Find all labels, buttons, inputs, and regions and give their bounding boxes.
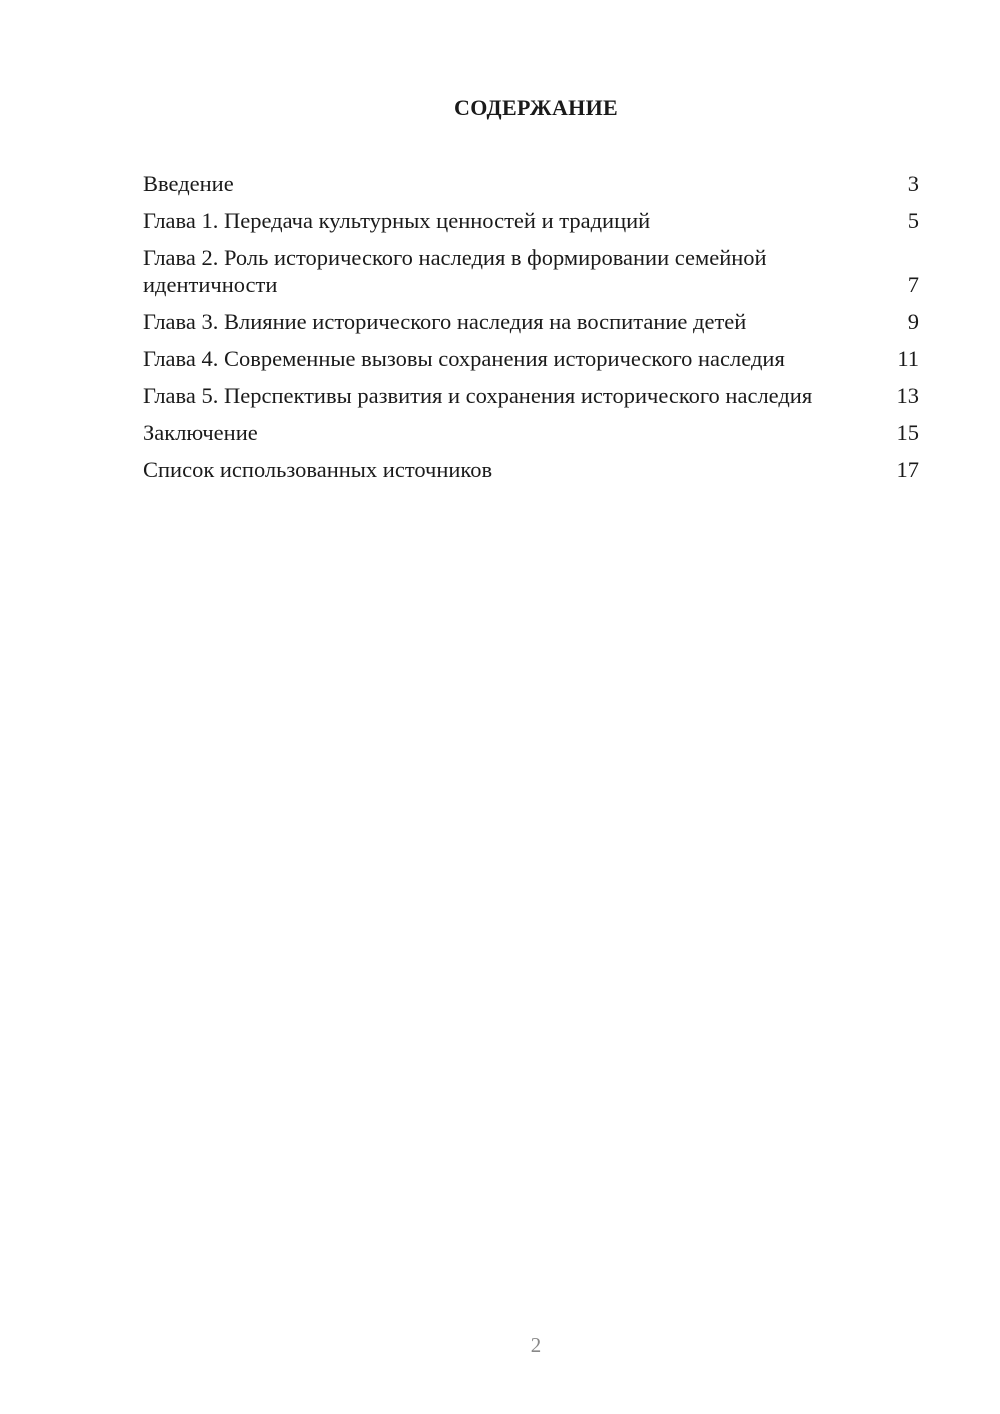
toc-entry-title: Список использованных источников [143,457,493,482]
toc-entry-chapter-4[interactable] [143,345,919,372]
toc-entry-introduction[interactable] [143,170,919,197]
toc-entry-title: Заключение [143,420,258,445]
page-title: СОДЕРЖАНИЕ [454,95,618,120]
toc-entry-references[interactable] [143,456,919,483]
toc-entry-page: 11 [897,346,919,371]
table-of-contents [143,170,919,493]
toc-entry-chapter-2[interactable] [143,244,919,298]
toc-entry-page: 9 [907,309,919,334]
toc-entry-title: Глава 2. Роль исторического наследия в формировании семейной идентичности [143,245,767,297]
toc-entry-title: Глава 3. Влияние исторического наследия на воспитание детей [143,309,747,334]
toc-entry-page: 7 [907,272,919,297]
page-number: 2 [530,1333,542,1357]
toc-entry-chapter-5[interactable] [143,382,919,409]
toc-entry-chapter-1[interactable] [143,207,919,234]
toc-entry-chapter-3[interactable] [143,308,919,335]
toc-entry-page: 5 [907,208,919,233]
toc-entry-title: Введение [143,171,234,196]
toc-entry-page: 15 [896,420,919,445]
toc-entry-title: Глава 1. Передача культурных ценностей и традиций [143,208,651,233]
toc-entry-title: Глава 4. Современные вызовы сохранения исторического наследия [143,346,785,371]
toc-entry-page: 17 [896,457,919,482]
toc-entry-page: 13 [896,383,919,408]
toc-entry-title: Глава 5. Перспективы развития и сохранения исторического наследия [143,383,813,408]
toc-entry-conclusion[interactable] [143,419,919,446]
toc-entry-page: 3 [907,171,919,196]
